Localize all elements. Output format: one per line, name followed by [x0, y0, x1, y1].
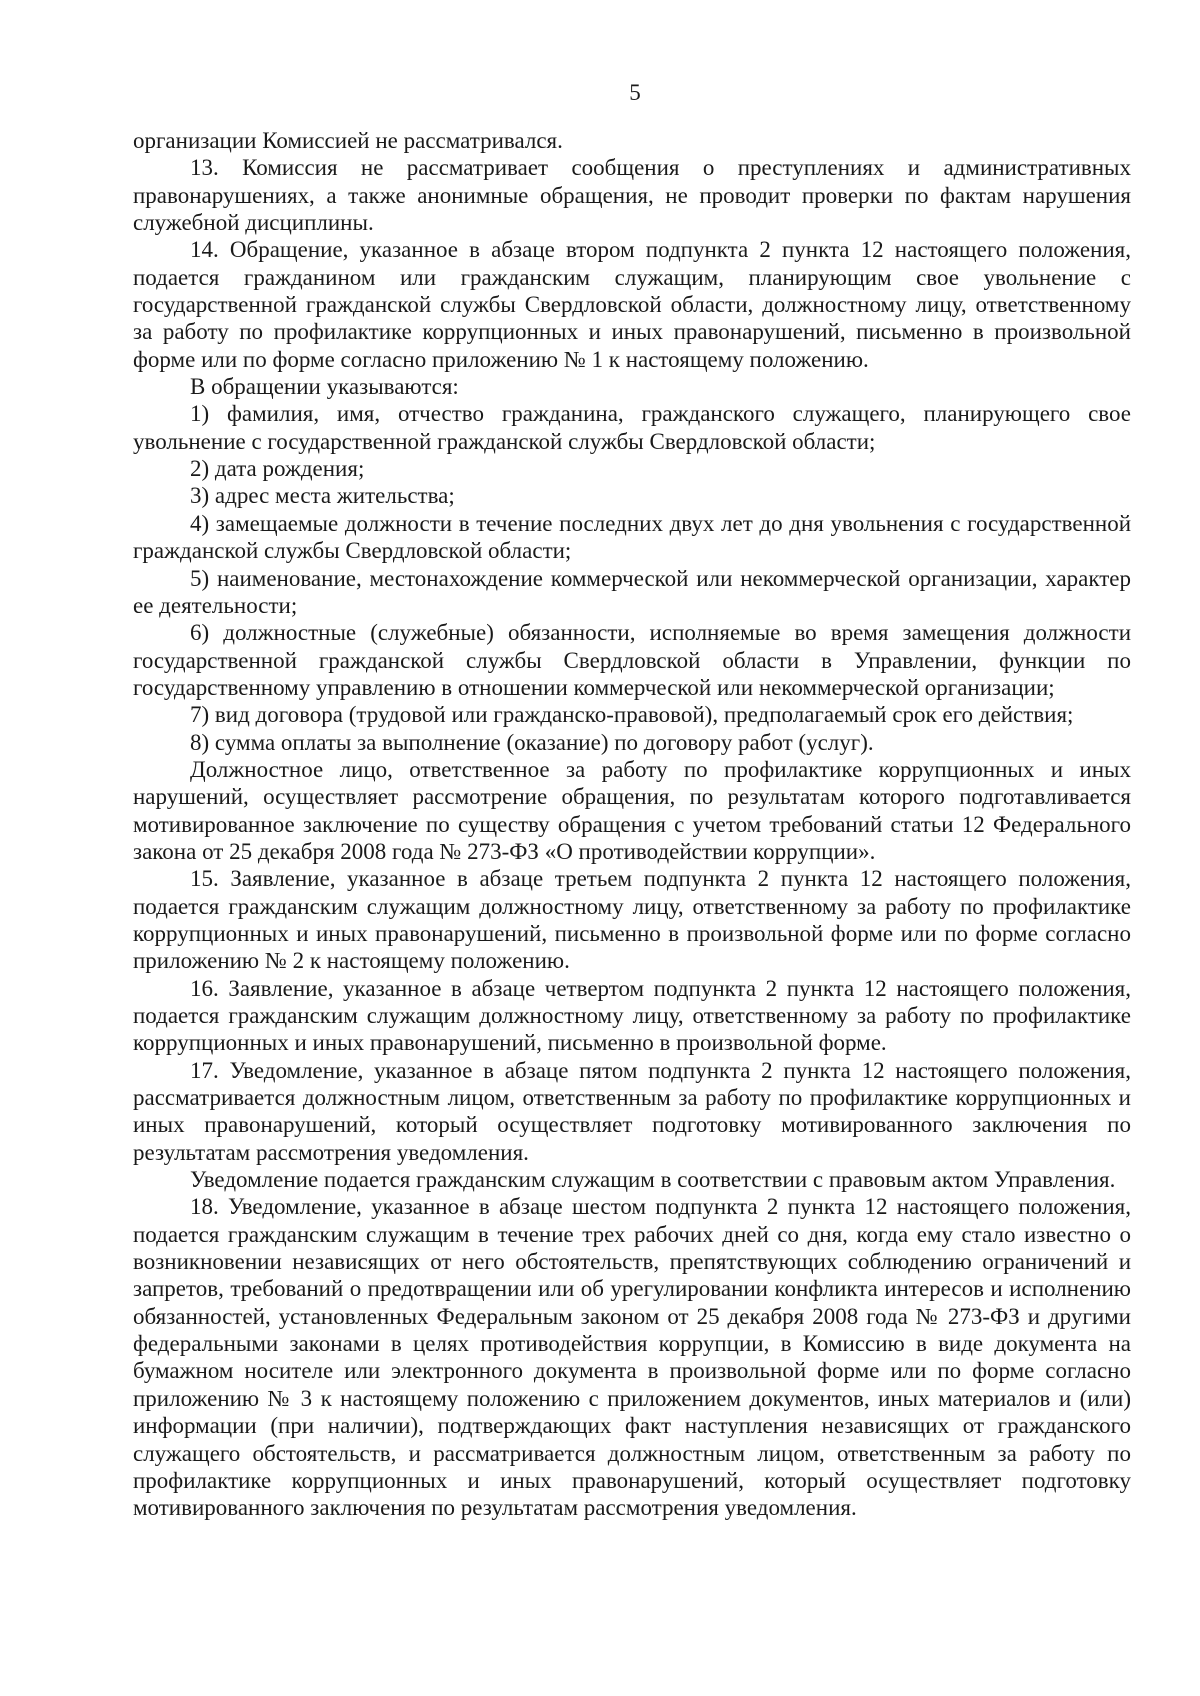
paragraph-14: 14. Обращение, указанное в абзаце втором подпункта 2 пункта 12 настоящего положения, подается гражданином или гражданским служащим, планирующим свое увольнение с государственной гражданской службы Свердловской области, должностному лицу, ответственному за работу по профилактике коррупционных и иных правонарушений, письменно в произвольной форме или по форме согласно приложению № 1 к настоящему положению.: [133, 237, 1131, 372]
paragraph-17: 17. Уведомление, указанное в абзаце пятом подпункта 2 пункта 12 настоящего положения, рассматривается должностным лицом, ответственным за работу по профилактике коррупционных и иных правонарушений, который осуществляет подготовку мотивированного заключения по результатам рассмотрения уведомления.: [133, 1057, 1131, 1165]
page-number: 5: [629, 80, 641, 105]
list-item-2: 2) дата рождения;: [190, 456, 365, 482]
list-item-7: 7) вид договора (трудовой или гражданско-правовой), предполагаемый срок его действия;: [190, 702, 1074, 728]
paragraph-continuation: организации Комиссией не рассматривался.: [133, 128, 563, 153]
paragraph-15: 15. Заявление, указанное в абзаце третьем подпункта 2 пункта 12 настоящего положения, подается гражданским служащим должностному лицу, ответственному за работу по профилактике коррупционных и иных правонарушений, письменно в произвольной форме или по форме согласно приложению № 2 к настоящему положению.: [133, 866, 1131, 974]
list-item-4: 4) замещаемые должности в течение последних двух лет до дня увольнения с государственной гражданской службы Свердловской области;: [133, 510, 1131, 564]
paragraph-13: 13. Комиссия не рассматривает сообщения о преступлениях и административных правонарушениях, а также анонимные обращения, не проводит проверки по фактам нарушения служебной дисциплины.: [133, 155, 1131, 236]
document-body: [133, 127, 1131, 1522]
paragraph-official-review: Должностное лицо, ответственное за работу по профилактике коррупционных и иных нарушений, осуществляет рассмотрение обращения, по результатам которого подготавливается мотивированное заключение по существу обращения с учетом требований статьи 12 Федерального закона от 25 декабря 2008 года № 273-ФЗ «О противодействии коррупции».: [133, 756, 1131, 864]
paragraph-list-intro: В обращении указываются:: [190, 374, 459, 400]
list-item-8: 8) сумма оплаты за выполнение (оказание) по договору работ (услуг).: [190, 729, 874, 755]
list-item-3: 3) адрес места жительства;: [190, 483, 455, 509]
paragraph-notice-submission: Уведомление подается гражданским служащим в соответствии с правовым актом Управления.: [190, 1167, 1116, 1193]
paragraph-18: 18. Уведомление, указанное в абзаце шестом подпункта 2 пункта 12 настоящего положения, подается гражданским служащим в течение трех рабочих дней со дня, когда ему стало известно о возникновении независящих от него обстоятельств, препятствующих соблюдению ограничений и запретов, требований о предотвращении или об урегулировании конфликта интересов и исполнению обязанностей, установленных Федеральным законом от 25 декабря 2008 года № 273-ФЗ и другими федеральными законами в целях противодействия коррупции, в Комиссию в виде документа на бумажном носителе или электронного документа в произвольной форме или по форме согласно приложению № 3 к настоящему положению с приложением документов, иных материалов и (или) информации (при наличии), подтверждающих факт наступления независящих от гражданского служащего обстоятельств, и рассматривается должностным лицом, ответственным за работу по профилактике коррупционных и иных правонарушений, который осуществляет подготовку мотивированного заключения по результатам рассмотрения уведомления.: [133, 1194, 1131, 1521]
list-item-1: 1) фамилия, имя, отчество гражданина, гражданского служащего, планирующего свое увольнение с государственной гражданской службы Свердловской области;: [133, 401, 1131, 454]
paragraph-16: 16. Заявление, указанное в абзаце четвертом подпункта 2 пункта 12 настоящего положения, подается гражданским служащим должностному лицу, ответственному за работу по профилактике коррупционных и иных правонарушений, письменно в произвольной форме.: [133, 975, 1131, 1056]
list-item-6: 6) должностные (служебные) обязанности, исполняемые во время замещения должности государственной гражданской службы Свердловской области в Управлении, функции по государственному управлению в отношении коммерческой или некоммерческой организации;: [133, 620, 1131, 700]
list-item-5: 5) наименование, местонахождение коммерческой или некоммерческой организации, характер ее деятельности;: [133, 565, 1131, 618]
